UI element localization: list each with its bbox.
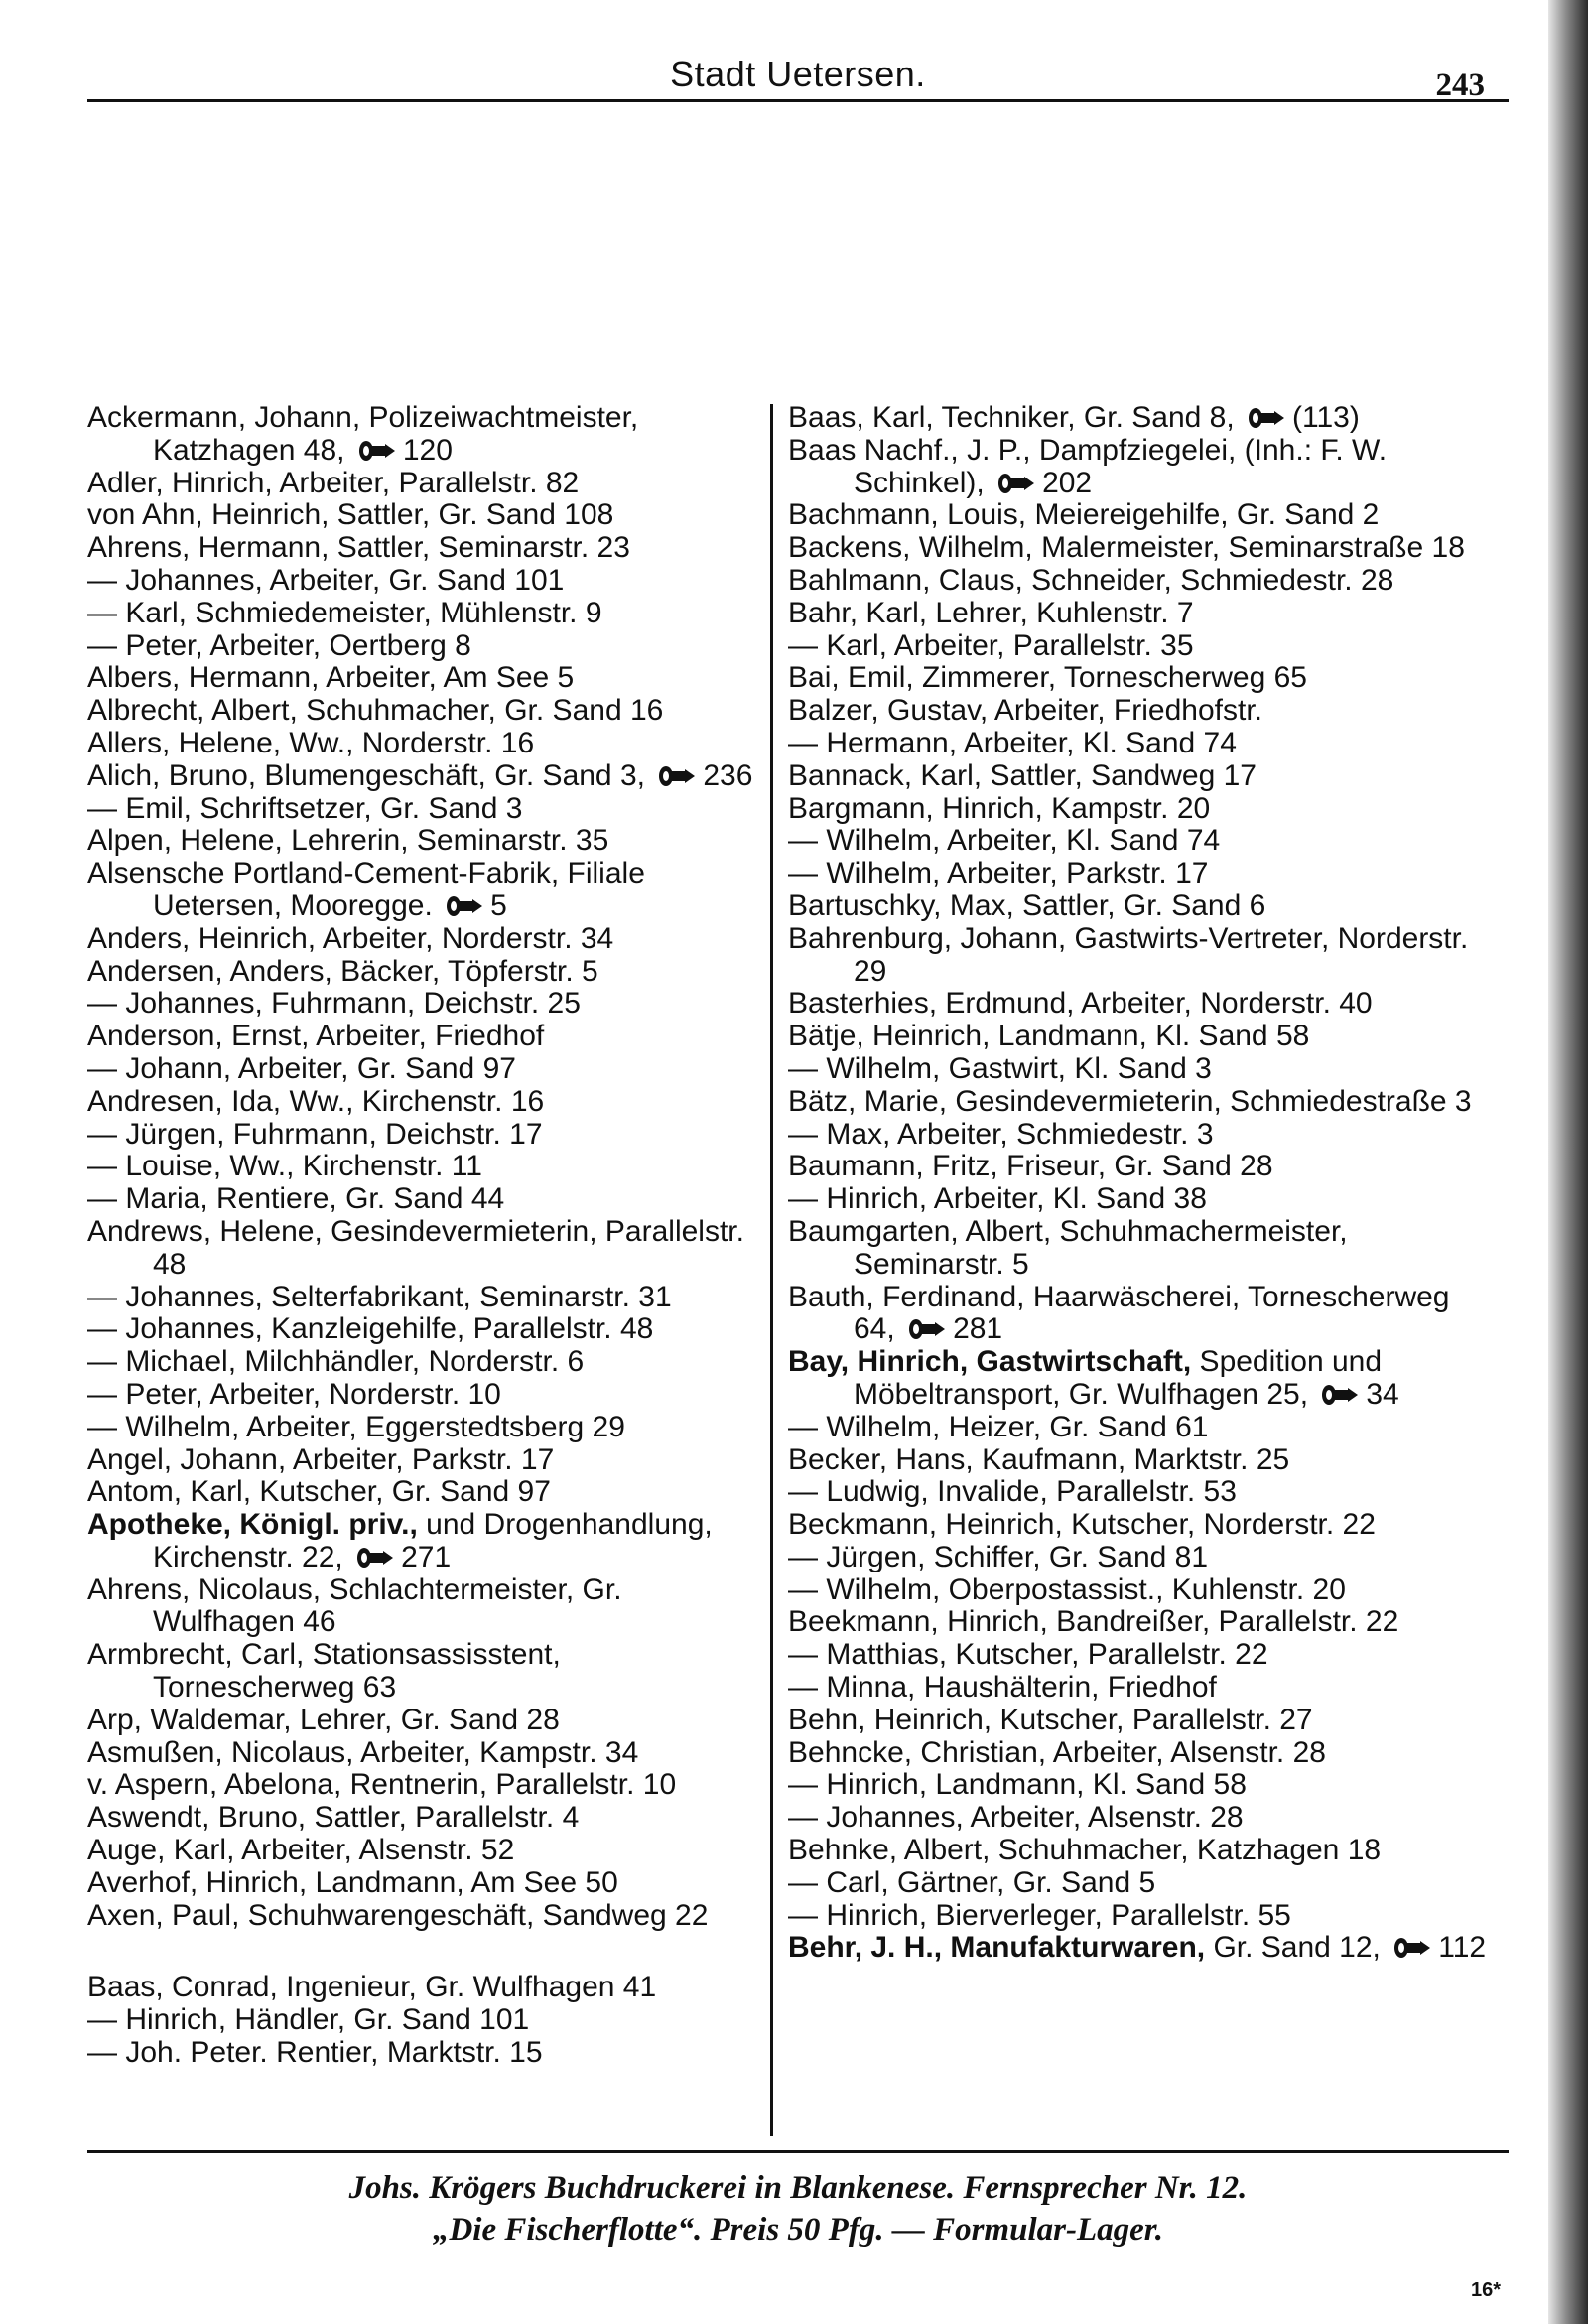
entry-text: — Johannes, Selterfabrikant, Seminarstr. 31 [87,1280,672,1313]
directory-entry [788,1606,1495,1639]
directory-entry [788,825,1495,858]
telephone-icon [907,1316,947,1342]
directory-entry [87,1737,758,1770]
entry-text: — Johannes, Arbeiter, Alsenstr. 28 [788,1801,1244,1835]
telephone-icon [657,763,697,789]
directory-entry [87,1346,758,1379]
directory-entry [87,1282,758,1314]
entry-text: Bachmann, Louis, Meiereigehilfe, Gr. Sand 2 [788,498,1380,532]
entry-text: — Wilhelm, Arbeiter, Kl. Sand 74 [788,824,1221,858]
directory-entry [788,890,1495,923]
entry-text: Angel, Johann, Arbeiter, Parkstr. 17 [87,1442,555,1476]
directory-columns [87,402,1509,2144]
directory-entry [788,1639,1495,1672]
directory-entry [87,858,758,923]
directory-entry [87,565,758,598]
entry-text: Ahrens, Hermann, Sattler, Seminarstr. 23 [87,531,630,565]
entry-text: Balzer, Gustav, Arbeiter, Friedhofstr. [788,694,1262,728]
entry-text: Spedition und Möbeltransport, Gr. Wulfhagen 25, [854,1345,1383,1411]
directory-entry [87,2037,758,2070]
directory-entry [788,1216,1495,1282]
entry-text: Baas, Karl, Techniker, Gr. Sand 8, [788,401,1235,434]
entry-text: Bahlmann, Claus, Schneider, Schmiedestr. 28 [788,563,1394,597]
directory-entry [87,1769,758,1802]
directory-entry [87,695,758,728]
directory-entry [788,1900,1495,1933]
phone-number: 202 [1042,466,1093,499]
entry-text: Alsensche Portland-Cement-Fabrik, Filiale Uetersen, Mooregge. [87,857,645,922]
directory-entry [788,1835,1495,1867]
entry-text: — Peter, Arbeiter, Oertberg 8 [87,628,471,662]
entry-text: Auge, Karl, Arbeiter, Alsenstr. 52 [87,1834,515,1867]
footer-rule [87,2150,1509,2153]
entry-text: Gr. Sand 12, [1205,1931,1381,1965]
directory-entry [87,760,758,793]
directory-entry [788,598,1495,630]
directory-entry [87,1119,758,1152]
directory-entry [87,728,758,760]
directory-entry [87,1900,758,1933]
footer-line-2: „Die Fischerflotte“. Preis 50 Pfg. — Formular-Lager. [432,2212,1164,2248]
entry-text: Ahrens, Nicolaus, Schlachtermeister, Gr. Wulfhagen 46 [87,1572,622,1639]
entry-text: — Hinrich, Händler, Gr. Sand 101 [87,2003,530,2037]
directory-entry [87,662,758,695]
directory-entry [87,499,758,532]
entry-text: Bai, Emil, Zimmerer, Tornescherweg 65 [788,661,1307,695]
phone-number: 236 [703,758,753,792]
entry-text: Beckmann, Heinrich, Kutscher, Norderstr. 22 [788,1508,1376,1542]
directory-entry [788,1802,1495,1835]
directory-entry [87,1412,758,1444]
entry-text: — Maria, Rentiere, Gr. Sand 44 [87,1182,505,1216]
directory-entry [788,1444,1495,1477]
phone-number: 5 [490,889,507,922]
signature-mark: 16* [1470,2279,1501,2301]
section-gap [87,1932,758,1972]
directory-entry [87,402,758,468]
entry-text: Basterhies, Erdmund, Arbeiter, Norderstr. 40 [788,987,1373,1021]
phone-number: 34 [1366,1377,1399,1411]
right-column [788,402,1495,1965]
entry-text: — Matthias, Kutscher, Parallelstr. 22 [788,1638,1268,1672]
entry-text: — Wilhelm, Oberpostassist., Kuhlenstr. 20 [788,1572,1346,1606]
entry-text: — Wilhelm, Arbeiter, Parkstr. 17 [788,857,1209,890]
directory-entry [788,662,1495,695]
entry-text: Bannack, Karl, Sattler, Sandweg 17 [788,758,1257,792]
directory-entry [788,1119,1495,1152]
directory-entry [87,1835,758,1867]
entry-text: Andersen, Anders, Bäcker, Töpferstr. 5 [87,954,598,988]
directory-entry [788,1542,1495,1574]
entry-text: — Jürgen, Schiffer, Gr. Sand 81 [788,1540,1209,1573]
entry-text: Alpen, Helene, Lehrerin, Seminarstr. 35 [87,824,609,858]
phone-number: 271 [401,1540,452,1573]
directory-entry [87,1705,758,1737]
directory-entry [788,532,1495,565]
entry-text: Andresen, Ida, Ww., Kirchenstr. 16 [87,1084,545,1118]
entry-text: Aswendt, Bruno, Sattler, Parallelstr. 4 [87,1801,580,1835]
entry-text: und Drogenhandlung, Kirchenstr. 22, [153,1508,713,1573]
directory-entry [87,1379,758,1412]
directory-entry [788,1737,1495,1770]
directory-entry [788,1574,1495,1607]
entry-text: Backens, Wilhelm, Malermeister, Seminarstraße 18 [788,531,1465,565]
telephone-icon [1247,405,1286,431]
entry-text: Bartuschky, Max, Sattler, Gr. Sand 6 [788,889,1266,922]
page-edge-shadow [1548,0,1588,2324]
footer-line-1: Johs. Krögers Buchdruckerei in Blankenese. Fernsprecher Nr. 12. [348,2170,1248,2206]
telephone-icon [1320,1382,1360,1408]
entry-text: Behn, Heinrich, Kutscher, Parallelstr. 27 [788,1703,1313,1736]
entry-text: — Johannes, Kanzleigehilfe, Parallelstr. 48 [87,1312,654,1346]
entry-text: — Carl, Gärtner, Gr. Sand 5 [788,1865,1156,1899]
directory-entry [788,1476,1495,1509]
entry-text: — Peter, Arbeiter, Norderstr. 10 [87,1377,501,1411]
directory-entry [788,1705,1495,1737]
directory-entry [87,1574,758,1640]
entry-text: Allers, Helene, Ww., Norderstr. 16 [87,726,535,759]
entry-text: — Hinrich, Bierverleger, Parallelstr. 55 [788,1898,1291,1932]
directory-entry [87,1509,758,1574]
entry-text: Anderson, Ernst, Arbeiter, Friedhof [87,1020,545,1053]
entry-text: Bauth, Ferdinand, Haarwäscherei, Tornescherweg 64, [788,1280,1450,1346]
directory-entry [788,630,1495,663]
phone-number: 112 [1438,1931,1487,1965]
phone-number: 120 [402,433,453,467]
directory-entry [788,728,1495,760]
directory-entry [788,1509,1495,1542]
directory-entry [788,499,1495,532]
entry-text: Asmußen, Nicolaus, Arbeiter, Kampstr. 34 [87,1735,639,1769]
directory-entry [87,1313,758,1346]
entry-text: — Joh. Peter. Rentier, Marktstr. 15 [87,2036,543,2070]
directory-entry [87,468,758,500]
directory-entry [87,1021,758,1053]
left-column [87,402,758,2070]
entry-text: v. Aspern, Abelona, Rentnerin, Parallelstr. 10 [87,1768,677,1802]
entry-text: Andrews, Helene, Gesindevermieterin, Parallelstr. 48 [87,1214,744,1281]
directory-entry [87,793,758,826]
directory-entry [87,988,758,1021]
entry-text: Adler, Hinrich, Arbeiter, Parallelstr. 82 [87,466,580,499]
entry-text: Bahr, Karl, Lehrer, Kuhlenstr. 7 [788,596,1194,629]
entry-text: — Hinrich, Landmann, Kl. Sand 58 [788,1768,1247,1802]
entry-business-name: Bay, Hinrich, Gastwirtschaft, [788,1345,1192,1379]
directory-entry [87,1151,758,1183]
directory-entry [87,1802,758,1835]
directory-entry [788,1282,1495,1347]
directory-entry [87,1183,758,1216]
directory-entry [87,1444,758,1477]
directory-entry [788,923,1495,989]
directory-entry [788,1412,1495,1444]
entry-text: Albrecht, Albert, Schuhmacher, Gr. Sand 16 [87,694,664,728]
directory-entry [788,1672,1495,1705]
entry-text: Behncke, Christian, Arbeiter, Alsenstr. 28 [788,1735,1326,1769]
entry-text: — Wilhelm, Heizer, Gr. Sand 61 [788,1410,1209,1443]
directory-entry [788,695,1495,728]
entry-text: Bätje, Heinrich, Landmann, Kl. Sand 58 [788,1020,1310,1053]
directory-entry [87,532,758,565]
entry-text: — Wilhelm, Gastwirt, Kl. Sand 3 [788,1051,1212,1085]
entry-text: Averhof, Hinrich, Landmann, Am See 50 [87,1865,618,1899]
entry-text: Baas, Conrad, Ingenieur, Gr. Wulfhagen 41 [87,1971,657,2004]
directory-entry [87,598,758,630]
directory-entry [788,988,1495,1021]
directory-entry [87,1086,758,1119]
entry-text: — Hermann, Arbeiter, Kl. Sand 74 [788,726,1237,759]
entry-text: — Hinrich, Arbeiter, Kl. Sand 38 [788,1182,1207,1216]
entry-text: — Johann, Arbeiter, Gr. Sand 97 [87,1051,516,1085]
directory-entry [87,1476,758,1509]
entry-business-name: Behr, J. H., Manufakturwaren, [788,1931,1206,1965]
entry-text: Bätz, Marie, Gesindevermieterin, Schmiedestraße 3 [788,1084,1472,1118]
entry-text: — Karl, Schmiedemeister, Mühlenstr. 9 [87,596,602,629]
header-rule [87,99,1509,102]
page-header [87,54,1509,113]
directory-entry [87,630,758,663]
page-number: 243 [1435,68,1485,103]
directory-entry [788,435,1495,500]
entry-text: — Michael, Milchhändler, Norderstr. 6 [87,1345,585,1379]
directory-entry [788,402,1495,435]
entry-text: Axen, Paul, Schuhwarengeschäft, Sandweg 22 [87,1898,709,1932]
entry-text: Becker, Hans, Kaufmann, Marktstr. 25 [788,1442,1290,1476]
directory-entry [87,1867,758,1900]
entry-text: Baumgarten, Albert, Schuhmachermeister, Seminarstr. 5 [788,1214,1348,1281]
entry-text: Antom, Karl, Kutscher, Gr. Sand 97 [87,1475,551,1509]
directory-entry [87,1053,758,1086]
entry-text: Arp, Waldemar, Lehrer, Gr. Sand 28 [87,1703,560,1736]
entry-text: Anders, Heinrich, Arbeiter, Norderstr. 34 [87,921,614,955]
column-divider [770,404,773,2136]
entry-text: Baas Nachf., J. P., Dampfziegelei, (Inh.: F. W. Schinkel), [788,433,1388,499]
directory-entry [87,1972,758,2004]
directory-entry [788,1021,1495,1053]
entry-text: von Ahn, Heinrich, Sattler, Gr. Sand 108 [87,498,614,532]
entry-text: Ackermann, Johann, Polizeiwachtmeister, Katzhagen 48, [87,401,639,467]
page-title: Stadt Uetersen. [670,54,926,94]
directory-entry [788,793,1495,826]
directory-entry [788,1932,1495,1965]
directory-entry [788,565,1495,598]
entry-business-name: Apotheke, Königl. priv., [87,1508,418,1542]
directory-entry [788,760,1495,793]
entry-text: — Wilhelm, Arbeiter, Eggerstedtsberg 29 [87,1410,625,1443]
directory-entry [87,956,758,989]
phone-number: 281 [953,1312,1003,1346]
entry-text: — Minna, Haushälterin, Friedhof [788,1671,1217,1705]
entry-text: Bahrenburg, Johann, Gastwirts-Vertreter, Norderstr. 29 [788,921,1469,988]
entry-text: Bargmann, Hinrich, Kampstr. 20 [788,791,1211,825]
phone-number: (113) [1292,401,1360,434]
directory-entry [87,2004,758,2037]
directory-entry [87,1639,758,1705]
entry-text: — Louise, Ww., Kirchenstr. 11 [87,1150,482,1183]
entry-text: — Max, Arbeiter, Schmiedestr. 3 [788,1117,1214,1151]
entry-text: — Johannes, Arbeiter, Gr. Sand 101 [87,563,565,597]
entry-text: Beekmann, Hinrich, Bandreißer, Parallelstr. 22 [788,1605,1399,1639]
directory-entry [788,1086,1495,1119]
directory-entry [788,1346,1495,1412]
directory-entry [87,1216,758,1282]
telephone-icon [357,438,397,464]
entry-text: Behnke, Albert, Schuhmacher, Katzhagen 18 [788,1834,1382,1867]
entry-text: Alich, Bruno, Blumengeschäft, Gr. Sand 3, [87,758,645,792]
entry-text: — Ludwig, Invalide, Parallelstr. 53 [788,1475,1237,1509]
telephone-icon [996,471,1036,496]
directory-entry [788,1053,1495,1086]
directory-entry [87,923,758,956]
entry-text: — Jürgen, Fuhrmann, Deichstr. 17 [87,1117,543,1151]
entry-text: Albers, Hermann, Arbeiter, Am See 5 [87,661,575,695]
directory-entry [788,1769,1495,1802]
directory-entry [87,825,758,858]
directory-entry [788,1183,1495,1216]
entry-text: — Emil, Schriftsetzer, Gr. Sand 3 [87,791,523,825]
directory-entry [788,1867,1495,1900]
telephone-icon [355,1545,395,1571]
entry-text: — Johannes, Fuhrmann, Deichstr. 25 [87,987,581,1021]
telephone-icon [445,893,484,919]
directory-entry [788,858,1495,890]
telephone-icon [1392,1935,1432,1961]
entry-text: — Karl, Arbeiter, Parallelstr. 35 [788,628,1194,662]
directory-entry [788,1151,1495,1183]
entry-text: Armbrecht, Carl, Stationsassisstent, Tornescherweg 63 [87,1638,561,1705]
entry-text: Baumann, Fritz, Friseur, Gr. Sand 28 [788,1150,1273,1183]
